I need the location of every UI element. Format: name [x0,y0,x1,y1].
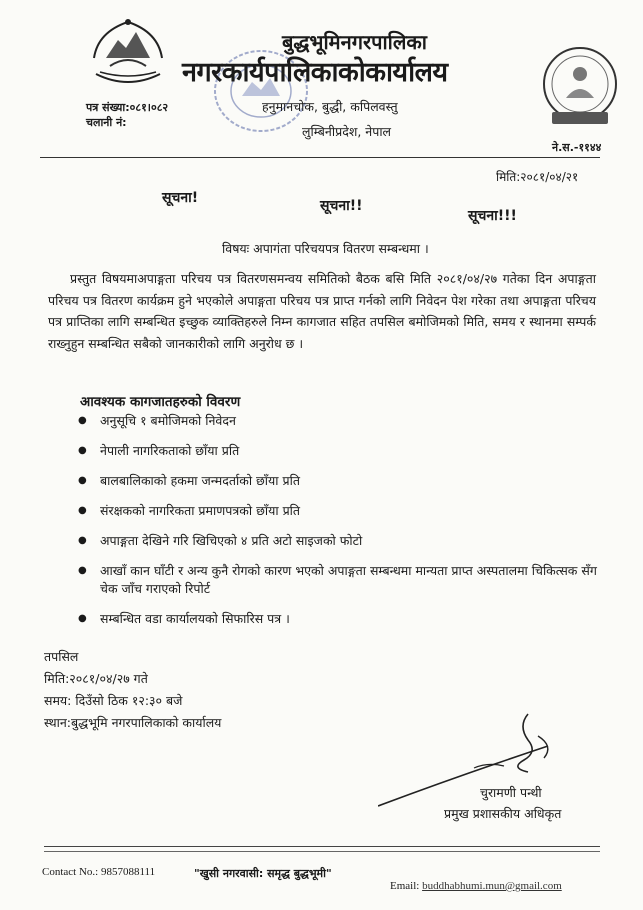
schedule-place: स्थान:बुद्धभूमि नगरपालिकाको कार्यालय [44,715,222,730]
requirements-list [78,412,608,640]
schedule-time: समय: दिउँसो ठिक १२:३० बजे [44,693,183,708]
email-address[interactable]: buddhabhumi.mun@gmail.com [422,880,562,892]
signatory-title: प्रमुख प्रशासकीय अधिकृत [444,806,562,821]
list-item: ● सम्बन्धित वडा कार्यालयको सिफारिस पत्र । [78,610,608,628]
notice-heading-1: सूचना! [162,190,199,206]
header-divider [40,157,600,158]
buddha-emblem-icon [540,46,620,130]
footer-slogan: "खुसी नगरवासी: समृद्ध बुद्धभूमी" [194,867,332,880]
letter-number: पत्र संख्या:०८१।०८२ [86,101,169,114]
list-item: ● अपाङ्गता देखिने गरि खिचिएको ४ प्रति अटो साइजको फोटो [78,532,608,550]
email-label: Email: [390,880,420,892]
requirements-heading: आवश्यक कागजातहरुको विवरण [80,394,241,410]
office-address: हनुमानचोक, बुद्धी, कपिलवस्तु [262,99,398,114]
schedule-details [44,646,221,734]
nepal-emblem-icon [86,14,170,92]
footer-divider-thin [44,851,600,852]
signatory-name: चुरामणी पन्थी [480,785,542,800]
subject-line: विषयः अपागंता परिचयपत्र वितरण सम्बन्धमा । [222,241,429,256]
notice-heading-3: सूचना!!! [468,208,517,224]
schedule-heading: तपसिल [44,649,79,664]
letter-date: मिति:२०८१/०४/२१ [496,170,579,184]
dispatch-number: चलानी नं: [86,116,127,129]
list-item: ● आखाँ कान घाँटी र अन्य कुनै रोगको कारण भएको अपाङ्गता सम्बन्धमा मान्यता प्राप्त अस्पतालमा चिकित्सक सँग चेक जाँच गराएको रिपोर्ट [78,562,608,598]
list-item: ● बालबालिकाको हकमा जन्मदर्ताको छाँया प्रति [78,472,608,490]
office-title: नगरकार्यपालिकाकोकार्यालय [182,57,448,88]
office-province: लुम्बिनीप्रदेश, नेपाल [302,124,392,139]
footer-divider [44,846,600,847]
notice-heading-2: सूचना!! [320,198,363,214]
schedule-date: मिति:२०८१/०४/२७ गते [44,671,148,686]
body-paragraph: प्रस्तुत विषयमाअपाङ्गता परिचय पत्र वितरणसमन्वय समितिको बैठक बसि मिति २०८१/०४/२७ गतेका दिन अपाङ्गता परिचय पत्र वितरण कार्यक्रम हुने भएकोले अपाङ्गता परिचय पत्र प्राप्त गर्नको लागि निवेदन पेश गरेका तथा अपाङ्गता परिचय पत्र प्राप्तिका लागि सम्बन्धित इच्छुक व्याक्तिहरुले निम्न कागजात सहित तपसिल बमोजिमको मिति, समय र स्थानमा सम्पर्क राख्नुहुन सम्बन्धित सबैको जानकारीको लागि अनुरोध छ । [48,271,596,351]
email-line [390,880,562,892]
list-item: ● संरक्षकको नागरिकता प्रमाणपत्रको छाँया प्रति [78,502,608,520]
reference-number: ने.स.-११४४ [552,141,602,154]
contact-number: Contact No.: 9857088111 [42,866,156,878]
list-item: ● नेपाली नागरिकताको छाँया प्रति [78,442,608,460]
list-item: ● अनुसूचि १ बमोजिमको निवेदन [78,412,608,430]
municipality-name: बुद्धभूमिनगरपालिका [282,30,427,54]
